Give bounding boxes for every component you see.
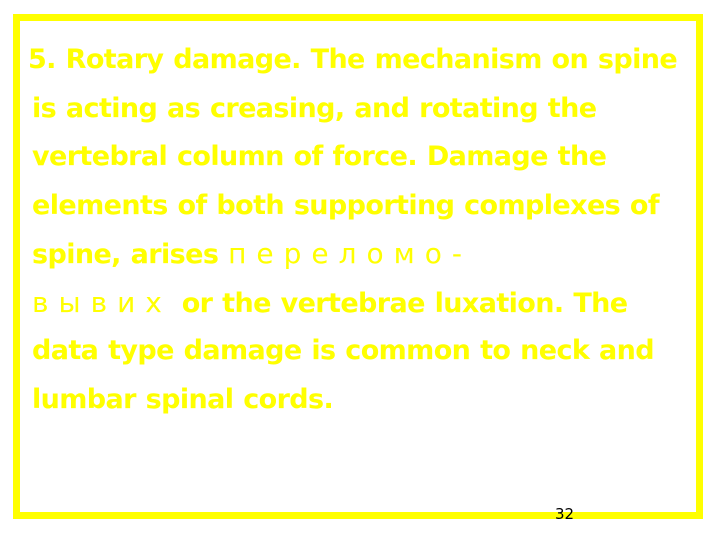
text-line-3: vertebral column of force. Damage the [32, 141, 607, 172]
text-line-1: 5. Rotary damage. The mechanism on spine [28, 44, 678, 75]
slide-body-text [28, 36, 688, 424]
text-line-8: lumbar spinal cords. [32, 383, 334, 415]
text-line-2: is acting as creasing, and rotating the [32, 92, 597, 124]
cyrillic-term-part-1: переломо- [228, 237, 473, 270]
text-line-6 [28, 279, 688, 328]
text-line-5 [28, 230, 688, 279]
cyrillic-term-part-2: вывих [32, 285, 172, 319]
text-line-5-prefix: spine, arises [32, 239, 229, 270]
text-line-6-suffix: or the vertebrae luxation. The [171, 287, 628, 319]
text-line-7: data type damage is common to neck and [32, 335, 654, 366]
page-number: 32 [555, 505, 575, 523]
text-line-4: elements of both supporting complexes of [32, 189, 660, 221]
